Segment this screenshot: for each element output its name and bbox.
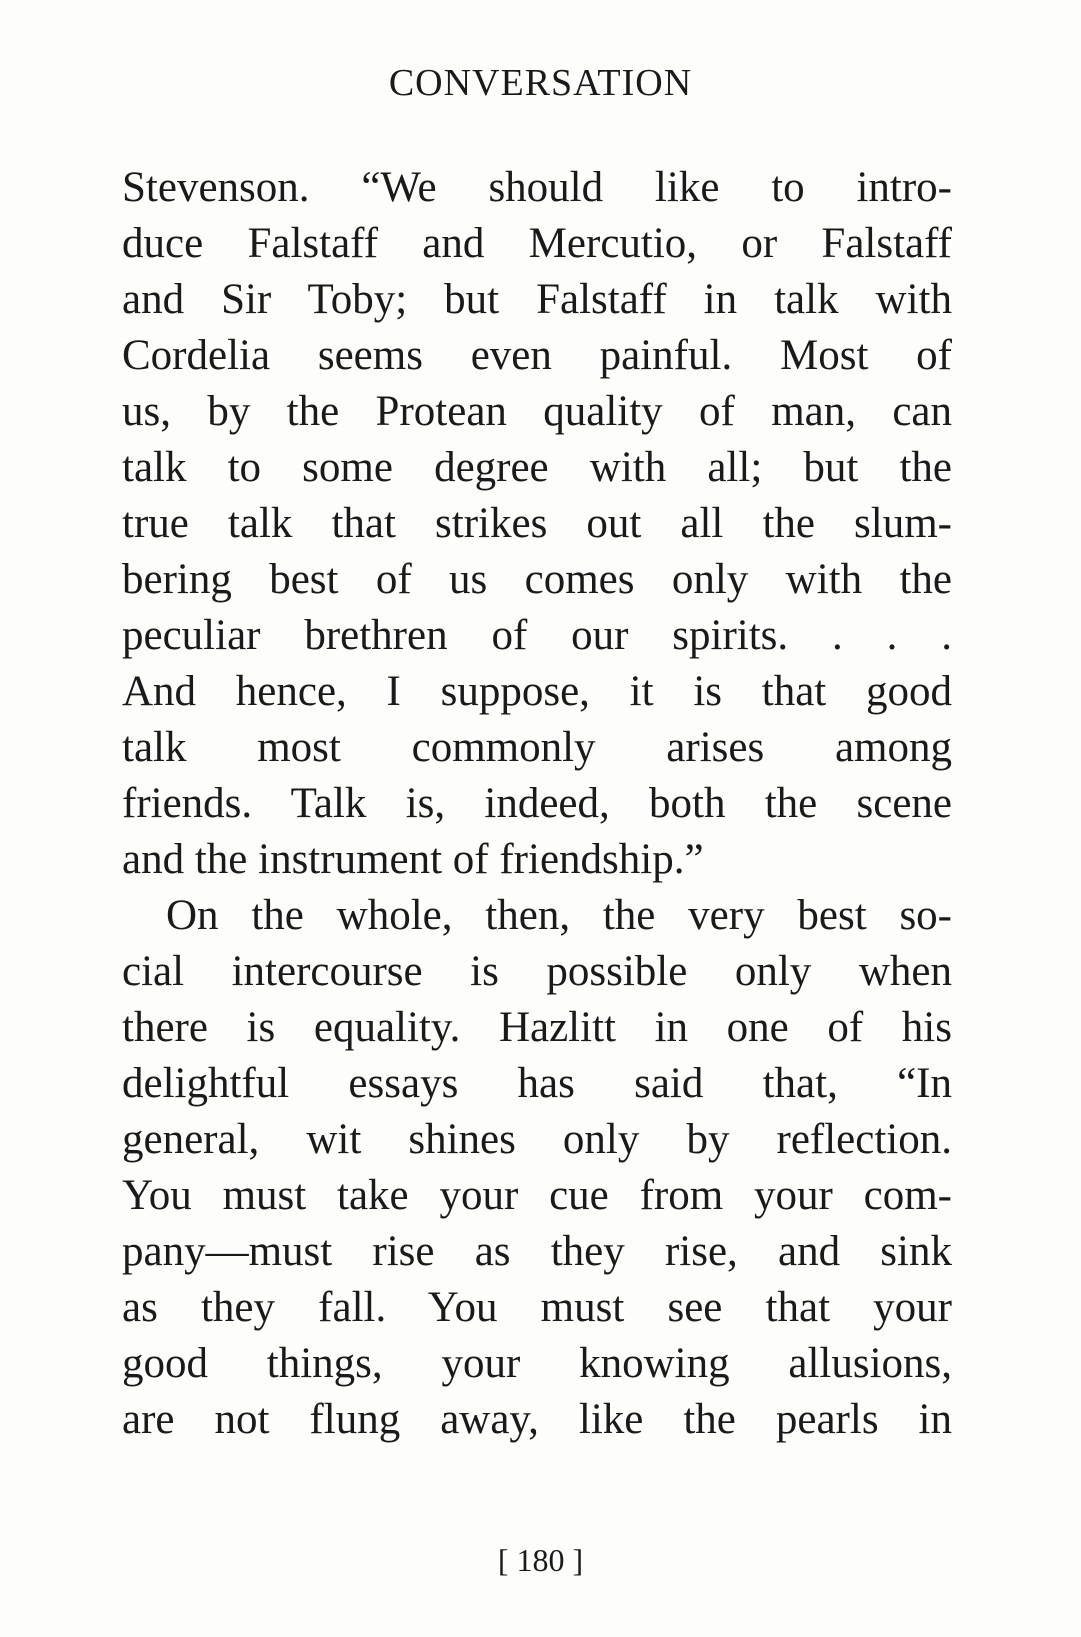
text-line: Stevenson. “We should like to intro- <box>122 164 952 211</box>
text-line: true talk that strikes out all the slum- <box>122 500 952 547</box>
text-line: and Sir Toby; but Falstaff in talk with <box>122 276 952 323</box>
text-line: peculiar brethren of our spirits. . . . <box>122 612 952 659</box>
text-line: as they fall. You must see that your <box>122 1284 952 1331</box>
text-line: us, by the Protean quality of man, can <box>122 388 952 435</box>
text-line: delightful essays has said that, “In <box>122 1060 952 1107</box>
text-line: talk most commonly arises among <box>122 724 952 771</box>
text-line: general, wit shines only by reflection. <box>122 1116 952 1163</box>
running-head: CONVERSATION <box>388 62 693 104</box>
body-text <box>122 160 952 1448</box>
text-line: pany—must rise as they rise, and sink <box>122 1228 952 1275</box>
text-line: friends. Talk is, indeed, both the scene <box>122 780 952 827</box>
text-line: good things, your knowing allusions, <box>122 1340 952 1387</box>
text-line: are not flung away, like the pearls in <box>122 1396 952 1443</box>
text-line-paragraph-end: and the instrument of friendship.” <box>122 836 704 883</box>
text-line: there is equality. Hazlitt in one of his <box>122 1004 952 1051</box>
text-line-paragraph-start: On the whole, then, the very best so- <box>166 892 952 939</box>
text-line: cial intercourse is possible only when <box>122 948 952 995</box>
text-line: Cordelia seems even painful. Most of <box>122 332 952 379</box>
text-line: bering best of us comes only with the <box>122 556 952 603</box>
text-line: And hence, I suppose, it is that good <box>122 668 952 715</box>
text-line: You must take your cue from your com- <box>122 1172 952 1219</box>
text-line: duce Falstaff and Mercutio, or Falstaff <box>122 220 952 267</box>
text-line: talk to some degree with all; but the <box>122 444 952 491</box>
page-number: [ 180 ] <box>497 1542 584 1578</box>
